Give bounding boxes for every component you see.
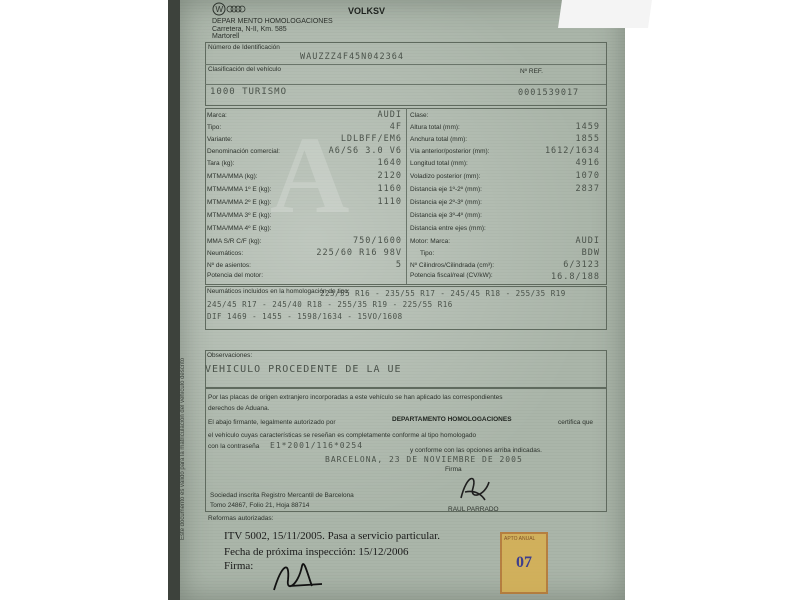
spec-value: 1110 xyxy=(377,197,402,207)
spec-value: 1459 xyxy=(575,122,600,132)
spec-label: Nº Cilindros/Cilindrada (cm³): xyxy=(410,262,495,269)
spec-label: Nº de asientos: xyxy=(207,262,251,269)
classification-label: Clasificación del vehículo xyxy=(208,66,281,73)
reformas-label: Reformas autorizadas: xyxy=(208,515,274,522)
audi-watermark: A xyxy=(270,114,350,236)
spec-label: MTMA/MMA 4º E (kg): xyxy=(207,225,272,232)
itv-approval-stamp xyxy=(500,532,548,594)
spec-label: MTMA/MMA 2º E (kg): xyxy=(207,199,272,206)
reference-value: 0001539017 xyxy=(518,88,580,98)
spec-value: 4916 xyxy=(575,158,600,168)
header-brand: VOLKSV xyxy=(348,6,386,16)
tyres-line: 225/55 R16 - 235/55 R17 - 245/45 R18 - 255/35 R19 xyxy=(320,289,566,298)
spec-value: A6/S6 3.0 V6 xyxy=(328,146,402,156)
inspection-line: ITV 5002, 15/11/2005. Pasa a servicio particular. xyxy=(224,530,440,542)
spec-label: Marca: xyxy=(207,112,227,119)
spec-value: 1855 xyxy=(575,134,600,144)
classification-value: 1000 TURISMO xyxy=(210,87,288,97)
stamp-title: APTO ANUAL xyxy=(504,536,536,542)
registry-company: Sociedad inscrita Registro Mercantil de Barcelona xyxy=(210,492,354,499)
observations-value: VEHICULO PROCEDENTE DE LA UE xyxy=(205,364,402,375)
spec-label: Tara (kg): xyxy=(207,160,235,167)
certification-text: derechos de Aduana. xyxy=(208,405,270,412)
spec-label: Denominación comercial: xyxy=(207,148,280,155)
spec-label: Potencia fiscal/real (CV/kW): xyxy=(410,272,493,279)
tyres-line: DIF 1469 - 1455 - 1598/1634 - 15VO/1608 xyxy=(207,312,403,321)
spec-value: BDW xyxy=(581,248,600,258)
vin-label: Número de Identificación xyxy=(208,44,280,51)
stamp-number: 07 xyxy=(516,554,532,571)
table-column-divider xyxy=(406,108,407,284)
spec-value: 6/3123 xyxy=(563,260,600,270)
side-legal-text: Este documento es válido para la matriculación del vehículo descrito xyxy=(180,357,186,540)
spec-label: Anchura total (mm): xyxy=(410,136,468,143)
spec-value: 2120 xyxy=(377,171,402,181)
spec-value: 1160 xyxy=(377,184,402,194)
tyres-label: Neumáticos incluidos en la homologación de tipo: xyxy=(207,288,350,295)
spec-label: Clase: xyxy=(410,112,429,119)
spec-label: Tipo: xyxy=(420,250,435,257)
spec-label: MTMA/MMA 1º E (kg): xyxy=(207,186,272,193)
spec-value: AUDI xyxy=(377,110,402,120)
spec-value: 225/60 R16 98V xyxy=(316,248,402,258)
vin-value: WAUZZZ4F45N042364 xyxy=(300,52,404,62)
header-city: Martorell xyxy=(212,33,240,40)
spec-label: Distancia entre ejes (mm): xyxy=(410,225,486,232)
paper-corner xyxy=(558,0,652,28)
spec-label: Longitud total (mm): xyxy=(410,160,468,167)
header-address: Carretera, N-II, Km. 585 xyxy=(212,26,287,33)
spec-label: MTMA/MMA 3º E (kg): xyxy=(207,212,272,219)
id-divider xyxy=(205,64,606,65)
certifying-department: DEPARTAMENTO HOMOLOGACIONES xyxy=(392,416,512,423)
spec-label: Voladizo posterior (mm): xyxy=(410,173,481,180)
spec-label: Tipo: xyxy=(207,124,222,131)
spec-value: 4F xyxy=(389,122,402,132)
spec-value: 1640 xyxy=(377,158,402,168)
spec-value: 750/1600 xyxy=(353,236,402,246)
registry-details: Tomo 24867, Folio 21, Hoja 88714 xyxy=(210,502,310,509)
spec-value: 16.8/188 xyxy=(551,272,600,282)
inspection-line: Fecha de próxima inspección: 15/12/2006 xyxy=(224,546,409,558)
observations-label: Observaciones: xyxy=(207,352,253,359)
spec-label: Distancia eje 3º-4º (mm): xyxy=(410,212,482,219)
official-signature-icon xyxy=(455,470,495,506)
spec-label: Neumáticos: xyxy=(207,250,244,257)
spec-label: MTMA/MMA (kg): xyxy=(207,173,258,180)
homologation-code: E1*2001/116*0254 xyxy=(270,441,364,450)
header-department: DEPAR MENTO HOMOLOGACIONES xyxy=(212,18,333,25)
inspection-line: Firma: xyxy=(224,560,254,572)
spec-value: 1070 xyxy=(575,171,600,181)
spec-label: Potencia del motor: xyxy=(207,272,264,279)
spec-value: AUDI xyxy=(575,236,600,246)
inspector-signature-icon xyxy=(268,556,328,596)
spec-label: Motor: Marca: xyxy=(410,238,451,245)
spec-label: Vía anterior/posterior (mm): xyxy=(410,148,490,155)
certification-text: El abajo firmante, legalmente autorizado por xyxy=(208,419,336,426)
firma-label: Firma xyxy=(445,466,462,473)
spec-label: Distancia eje 2º-3º (mm): xyxy=(410,199,482,206)
spec-label: Altura total (mm): xyxy=(410,124,460,131)
certification-text: certifica que xyxy=(558,419,594,426)
spec-value: 5 xyxy=(395,260,402,270)
spec-value: 1612/1634 xyxy=(544,146,600,156)
spec-value: 2837 xyxy=(575,184,600,194)
spec-label: MMA S/R C/F (kg): xyxy=(207,238,262,245)
svg-text:W: W xyxy=(215,5,224,14)
vw-audi-logo-icon xyxy=(212,2,246,16)
id-divider-2 xyxy=(205,84,606,85)
certification-text: con la contraseña xyxy=(208,443,260,450)
spec-label: Distancia eje 1º-2º (mm): xyxy=(410,186,482,193)
certification-text: y conforme con las opciones arriba indicadas. xyxy=(410,447,542,454)
city-date: BARCELONA, 23 DE NOVIEMBRE DE 2005 xyxy=(325,455,523,464)
spec-label: Variante: xyxy=(207,136,233,143)
certification-text: Por las placas de origen extranjero incorporadas a este vehículo se han aplicado las correspondientes xyxy=(208,394,503,401)
signatory-name: RAUL PARRADO xyxy=(448,506,499,513)
spec-value: LDLBFF/EM6 xyxy=(340,134,402,144)
reference-label: Nº REF. xyxy=(520,68,543,75)
tyres-line: 245/45 R17 - 245/40 R18 - 255/35 R19 - 225/55 R16 xyxy=(207,300,453,309)
certification-text: el vehículo cuyas características se reseñan es completamente conforme al tipo homologado xyxy=(208,432,477,439)
